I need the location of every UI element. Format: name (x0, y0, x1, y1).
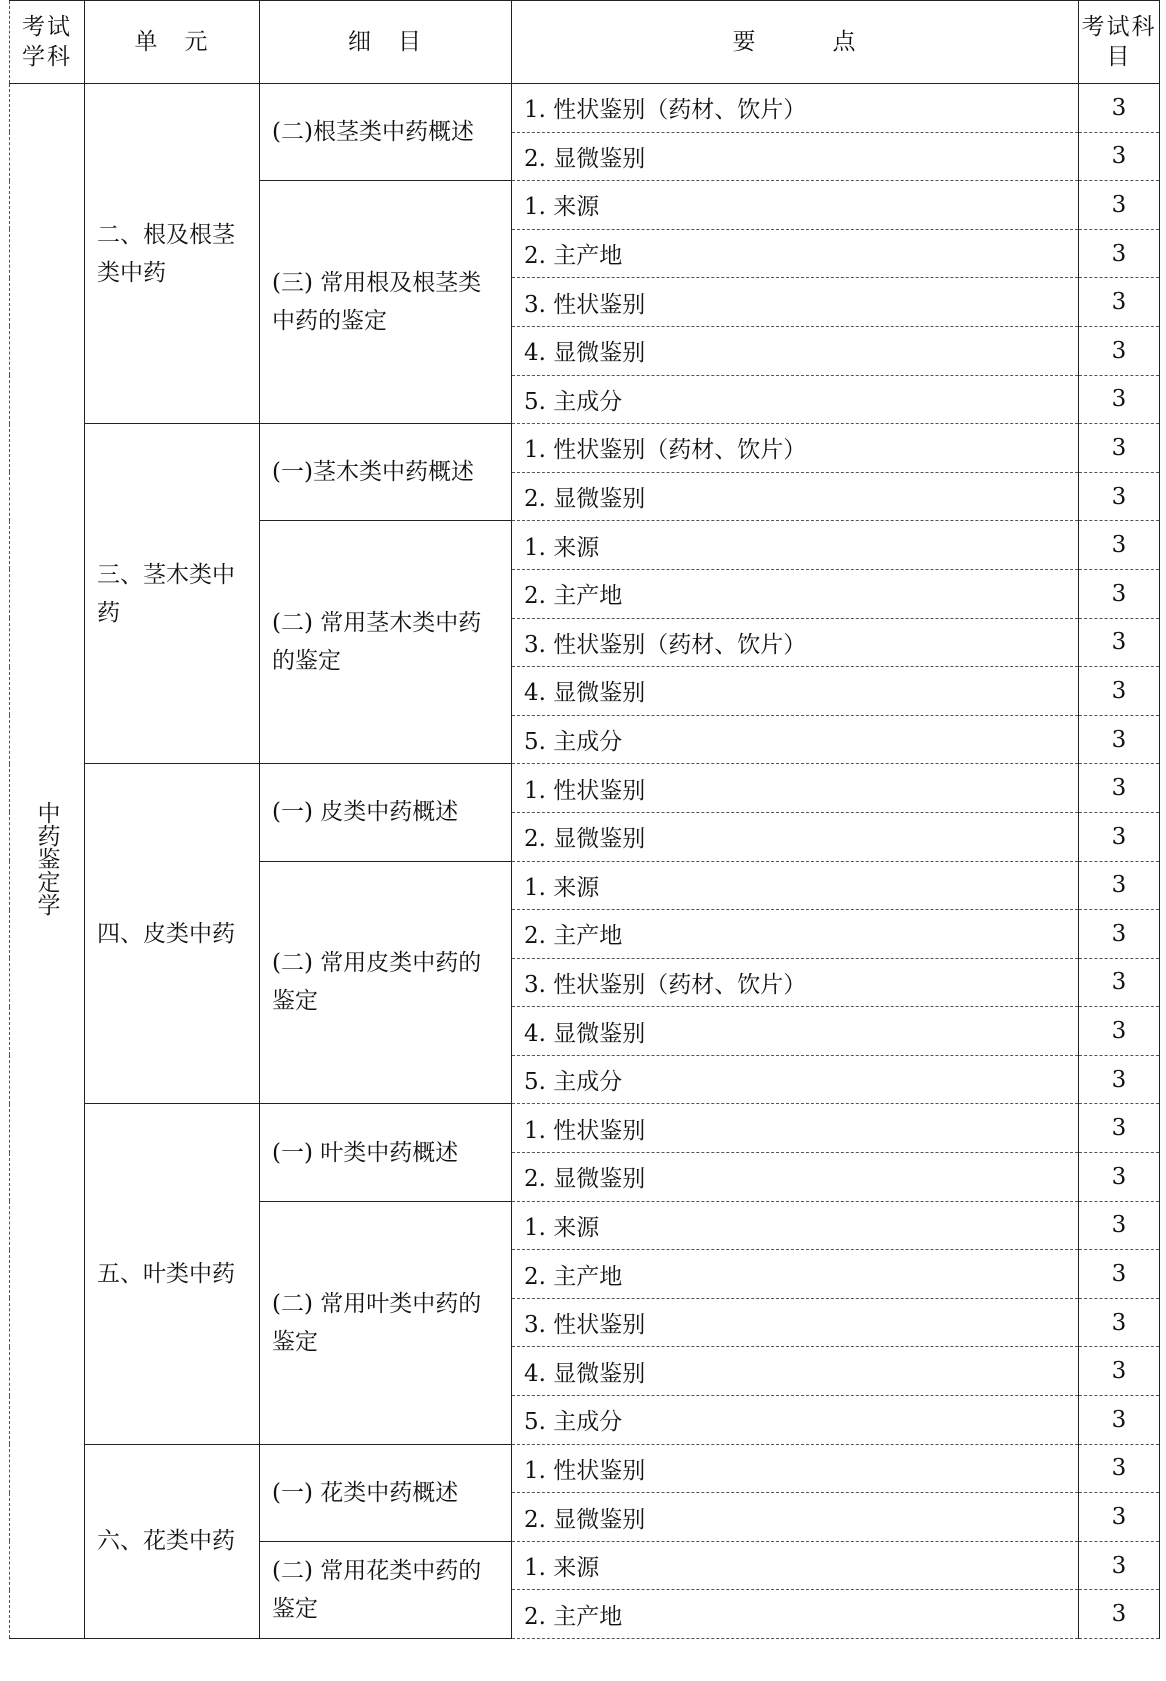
score-cell: 3 (1079, 1444, 1160, 1493)
score-cell: 3 (1079, 861, 1160, 910)
point-cell: 2. 主产地 (512, 569, 1079, 618)
point-cell: 1. 性状鉴别（药材、饮片） (512, 84, 1079, 133)
item-cell: (一)茎木类中药概述 (260, 424, 512, 521)
score-cell: 3 (1079, 1396, 1160, 1445)
score-cell: 3 (1079, 1541, 1160, 1590)
item-cell: (二) 常用叶类中药的鉴定 (260, 1201, 512, 1444)
item-cell: (二)根茎类中药概述 (260, 84, 512, 181)
score-cell: 3 (1079, 1007, 1160, 1056)
point-cell: 2. 主产地 (512, 910, 1079, 959)
item-cell: (三) 常用根及根茎类中药的鉴定 (260, 181, 512, 424)
score-cell: 3 (1079, 229, 1160, 278)
score-cell: 3 (1079, 1153, 1160, 1202)
score-cell: 3 (1079, 910, 1160, 959)
score-cell: 3 (1079, 472, 1160, 521)
header-points: 要 点 (512, 1, 1079, 84)
point-cell: 1. 来源 (512, 521, 1079, 570)
point-cell: 5. 主成分 (512, 1396, 1079, 1445)
subject-cell (10, 84, 85, 1639)
point-cell: 2. 显微鉴别 (512, 812, 1079, 861)
point-cell: 1. 性状鉴别（药材、饮片） (512, 424, 1079, 473)
score-cell: 3 (1079, 667, 1160, 716)
unit-cell: 六、花类中药 (85, 1444, 260, 1638)
item-cell: (二) 常用茎木类中药的鉴定 (260, 521, 512, 764)
score-cell: 3 (1079, 424, 1160, 473)
header-exam-subject: 考试科目 (1079, 1, 1160, 84)
score-cell: 3 (1079, 521, 1160, 570)
point-cell: 1. 来源 (512, 861, 1079, 910)
point-cell: 1. 来源 (512, 181, 1079, 230)
score-cell: 3 (1079, 1298, 1160, 1347)
item-cell: (一) 花类中药概述 (260, 1444, 512, 1541)
point-cell: 2. 显微鉴别 (512, 1493, 1079, 1542)
point-cell: 3. 性状鉴别 (512, 1298, 1079, 1347)
item-cell: (二) 常用皮类中药的鉴定 (260, 861, 512, 1104)
point-cell: 5. 主成分 (512, 375, 1079, 424)
point-cell: 4. 显微鉴别 (512, 667, 1079, 716)
unit-cell: 四、皮类中药 (85, 764, 260, 1104)
score-cell: 3 (1079, 278, 1160, 327)
score-cell: 3 (1079, 1590, 1160, 1639)
header-subject: 考试学科 (10, 1, 85, 84)
point-cell: 1. 来源 (512, 1541, 1079, 1590)
table-row (10, 1104, 1160, 1153)
point-cell: 5. 主成分 (512, 1055, 1079, 1104)
item-cell: (一) 叶类中药概述 (260, 1104, 512, 1201)
score-cell: 3 (1079, 958, 1160, 1007)
unit-cell: 三、茎木类中药 (85, 424, 260, 764)
point-cell: 5. 主成分 (512, 715, 1079, 764)
score-cell: 3 (1079, 1250, 1160, 1299)
point-cell: 2. 显微鉴别 (512, 1153, 1079, 1202)
point-cell: 2. 主产地 (512, 1590, 1079, 1639)
unit-cell: 二、根及根茎类中药 (85, 84, 260, 424)
score-cell: 3 (1079, 1493, 1160, 1542)
score-cell: 3 (1079, 375, 1160, 424)
header-unit: 单 元 (85, 1, 260, 84)
score-cell: 3 (1079, 1347, 1160, 1396)
score-cell: 3 (1079, 181, 1160, 230)
item-cell: (一) 皮类中药概述 (260, 764, 512, 861)
table-row (10, 424, 1160, 473)
point-cell: 1. 性状鉴别 (512, 764, 1079, 813)
score-cell: 3 (1079, 715, 1160, 764)
score-cell: 3 (1079, 1055, 1160, 1104)
score-cell: 3 (1079, 618, 1160, 667)
item-cell: (二) 常用花类中药的鉴定 (260, 1541, 512, 1638)
syllabus-table (9, 0, 1160, 1639)
point-cell: 1. 性状鉴别 (512, 1444, 1079, 1493)
header-item: 细 目 (260, 1, 512, 84)
point-cell: 1. 来源 (512, 1201, 1079, 1250)
point-cell: 2. 主产地 (512, 229, 1079, 278)
score-cell: 3 (1079, 569, 1160, 618)
point-cell: 3. 性状鉴别（药材、饮片） (512, 618, 1079, 667)
point-cell: 2. 主产地 (512, 1250, 1079, 1299)
point-cell: 1. 性状鉴别 (512, 1104, 1079, 1153)
score-cell: 3 (1079, 1104, 1160, 1153)
table-row (10, 764, 1160, 813)
syllabus-table-wrapper (9, 0, 1160, 1639)
score-cell: 3 (1079, 132, 1160, 181)
point-cell: 3. 性状鉴别（药材、饮片） (512, 958, 1079, 1007)
header-row (10, 1, 1160, 84)
point-cell: 4. 显微鉴别 (512, 326, 1079, 375)
table-row (10, 1444, 1160, 1493)
point-cell: 2. 显微鉴别 (512, 132, 1079, 181)
point-cell: 3. 性状鉴别 (512, 278, 1079, 327)
score-cell: 3 (1079, 326, 1160, 375)
unit-cell: 五、叶类中药 (85, 1104, 260, 1444)
point-cell: 4. 显微鉴别 (512, 1347, 1079, 1396)
subject-label: 中药鉴定学 (33, 800, 60, 916)
point-cell: 2. 显微鉴别 (512, 472, 1079, 521)
point-cell: 4. 显微鉴别 (512, 1007, 1079, 1056)
table-row (10, 84, 1160, 133)
score-cell: 3 (1079, 84, 1160, 133)
score-cell: 3 (1079, 764, 1160, 813)
score-cell: 3 (1079, 812, 1160, 861)
score-cell: 3 (1079, 1201, 1160, 1250)
